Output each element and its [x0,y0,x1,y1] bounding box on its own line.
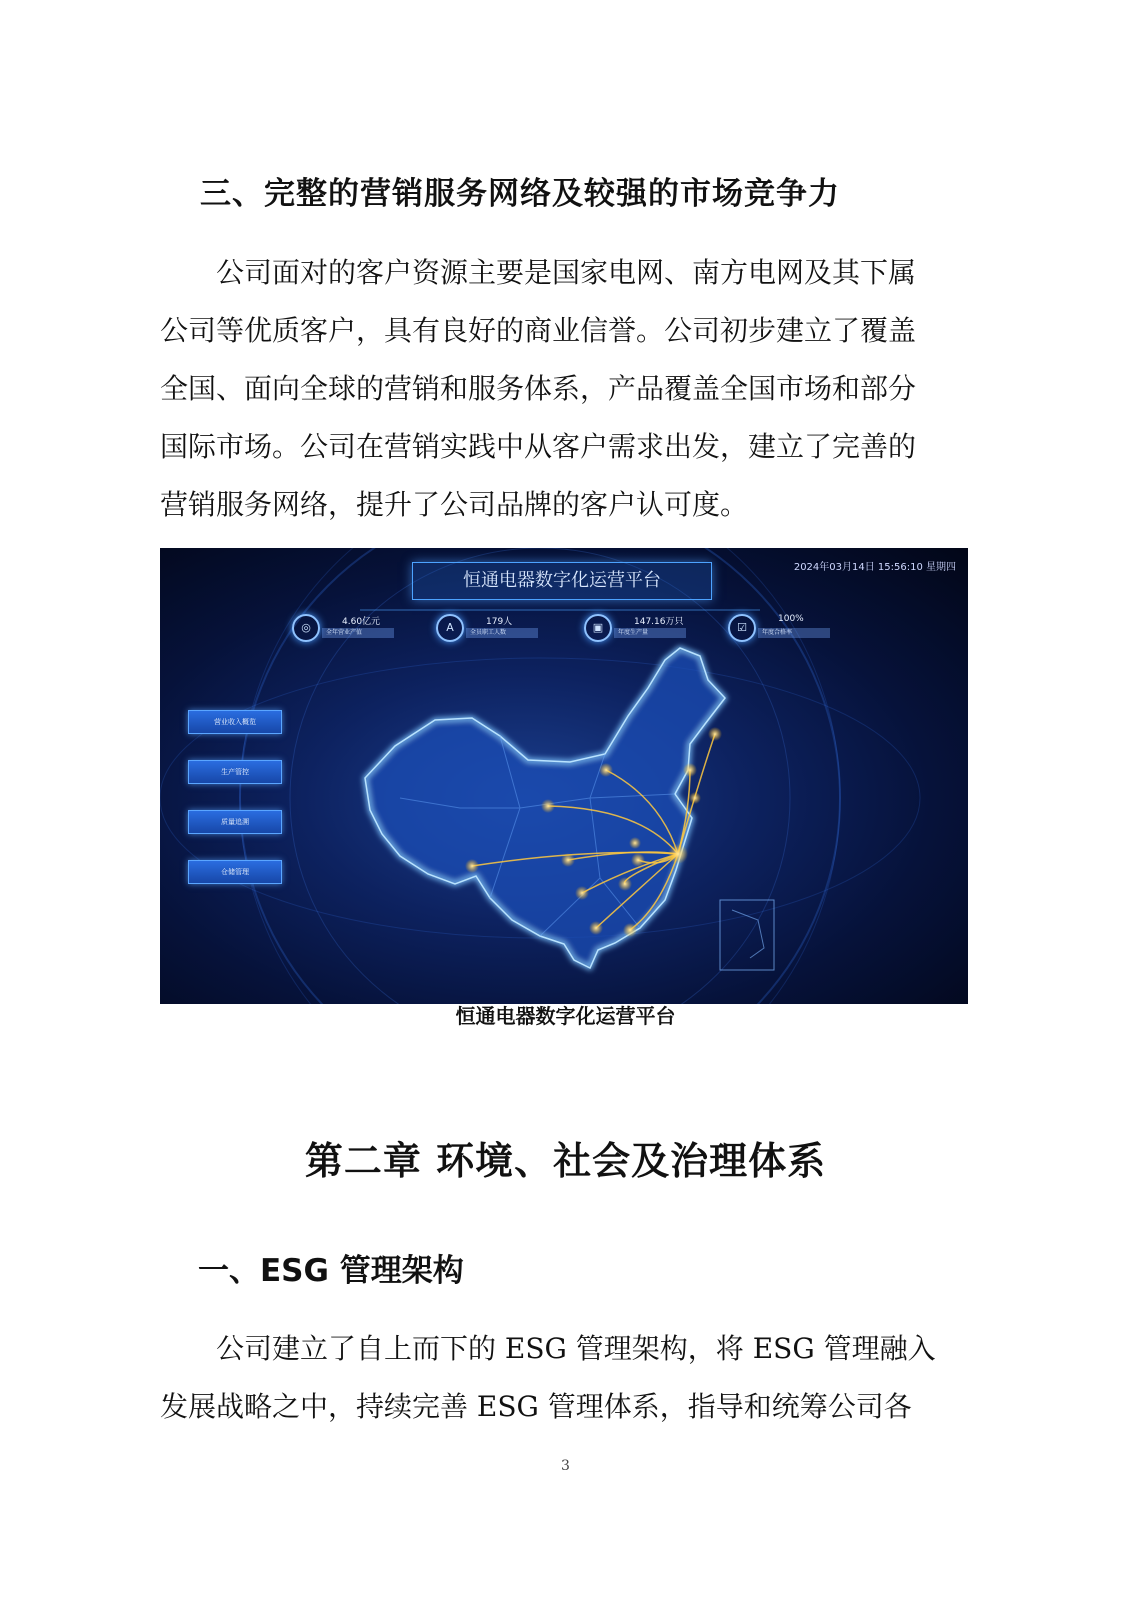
stat-card [584,614,704,640]
stat-label: 全员职工人数 [470,629,507,636]
target-icon: ◎ [292,614,320,642]
paragraph-line: 全国、面向全球的营销和服务体系，产品覆盖全国市场和部分 [160,372,917,405]
paragraph-line: 公司面对的客户资源主要是国家电网、南方电网及其下属 [216,256,917,289]
paragraph-line: 公司等优质客户，具有良好的商业信誉。公司初步建立了覆盖 [160,314,917,347]
menu-button-warehouse[interactable]: 仓储管理 [188,860,282,884]
stat-card [436,614,546,640]
stat-value: 100% [778,614,804,624]
figure-caption: 恒通电器数字化运营平台 [455,1004,676,1028]
stat-value: 4.60亿元 [342,617,381,627]
paragraph-line: 国际市场。公司在营销实践中从客户需求出发，建立了完善的 [160,430,917,463]
chapter-paragraph [160,1320,960,1436]
stat-value: 147.16万只 [634,617,684,627]
stat-card [292,614,402,640]
box-icon: ▣ [584,614,612,642]
menu-button-revenue[interactable]: 营业收入概览 [188,710,282,734]
stat-label: 年度合格率 [762,629,793,636]
section-paragraph [160,244,960,534]
stat-label: 全年营业产值 [326,629,363,636]
paragraph-line: 公司建立了自上而下的 ESG 管理架构，将 ESG 管理融入 [216,1332,936,1365]
datetime-readout: 2024年03月14日 15:56:10 星期四 [793,562,956,573]
dashboard-figure [160,548,968,1004]
check-icon: ☑ [728,614,756,642]
section-heading: 三、完整的营销服务网络及较强的市场竞争力 [200,176,840,212]
page-number: 3 [561,1458,570,1474]
subsection-heading: 一、ESG 管理架构 [198,1253,464,1289]
platform-title: 恒通电器数字化运营平台 [412,562,712,600]
person-icon: A [436,614,464,642]
menu-button-production[interactable]: 生产管控 [188,760,282,784]
menu-button-quality[interactable]: 质量追溯 [188,810,282,834]
paragraph-line: 营销服务网络，提升了公司品牌的客户认可度。 [160,488,749,521]
chapter-title: 第二章 环境、社会及治理体系 [304,1139,827,1183]
paragraph-line: 发展战略之中，持续完善 ESG 管理体系，指导和统筹公司各 [160,1390,912,1423]
stat-label: 年度生产量 [618,629,649,636]
stat-card [728,614,838,640]
stat-value: 179人 [486,617,513,627]
